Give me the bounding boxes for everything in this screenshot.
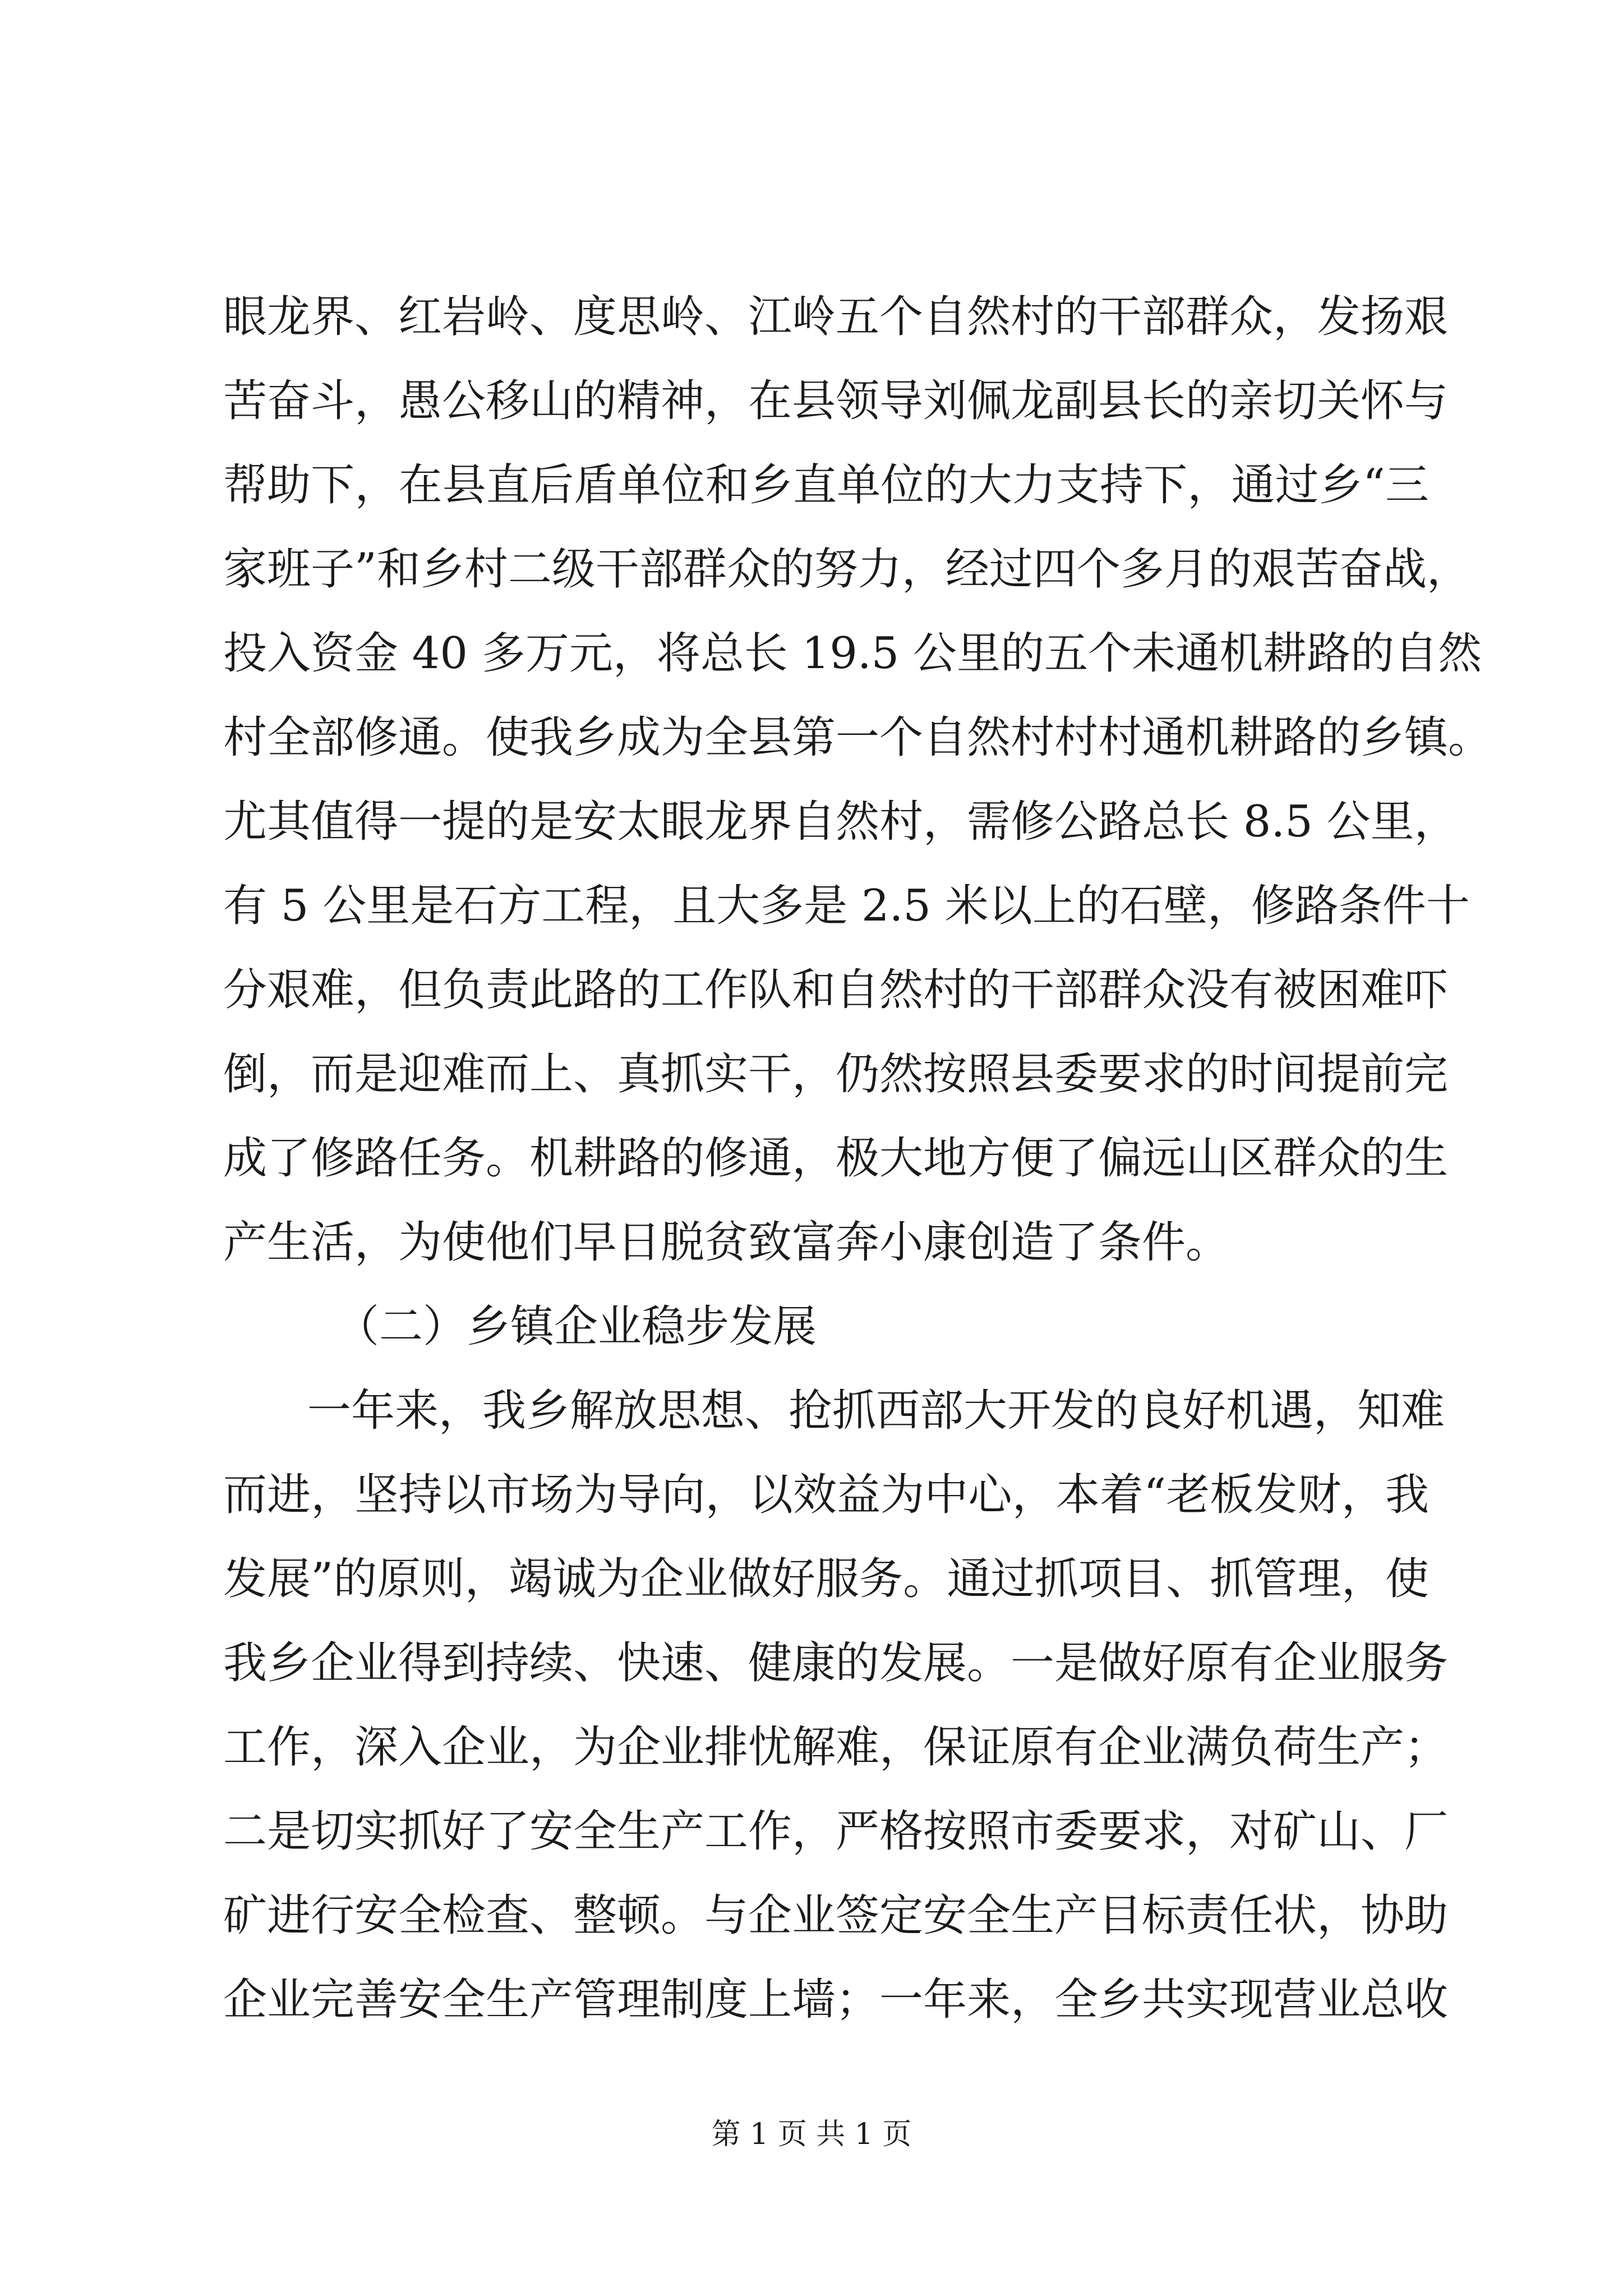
text-line: 而进，坚持以市场为导向，以效益为中心，本着“老板发财，我 <box>223 1470 1429 1520</box>
section-heading: （二）乡镇企业稳步发展 <box>335 1301 817 1352</box>
text-line: 矿进行安全检查、整顿。与企业签定安全生产目标责任状，协助 <box>223 1890 1449 1941</box>
text-line: 分艰难，但负责此路的工作队和自然村的干部群众没有被困难吓 <box>223 965 1449 1015</box>
text-line: 产生活，为使他们早日脱贫致富奔小康创造了条件。 <box>223 1217 1230 1268</box>
text-line: 企业完善安全生产管理制度上墙；一年来，全乡共实现营业总收 <box>223 1975 1449 2025</box>
text-line: 尤其值得一提的是安太眼龙界自然村，需修公路总长 8.5 公里， <box>223 797 1458 847</box>
text-line: 有 5 公里是石方工程，且大多是 2.5 米以上的石壁，修路条件十 <box>223 881 1470 931</box>
text-line: 成了修路任务。机耕路的修通，极大地方便了偏远山区群众的生 <box>223 1133 1449 1184</box>
text-line: 工作，深入企业，为企业排忧解难，保证原有企业满负荷生产； <box>223 1722 1449 1773</box>
text-line: 倒，而是迎难而上、真抓实干，仍然按照县委要求的时间提前完 <box>223 1049 1449 1099</box>
page-footer: 第 1 页 共 1 页 <box>711 2118 912 2151</box>
text-line: 帮助下，在县直后盾单位和乡直单位的大力支持下，通过乡“三 <box>223 460 1429 510</box>
text-line: 二是切实抓好了安全生产工作，严格按照市委要求，对矿山、厂 <box>223 1806 1449 1857</box>
text-line: 投入资金 40 多万元，将总长 19.5 公里的五个未通机耕路的自然 <box>223 628 1482 679</box>
text-line: 村全部修通。使我乡成为全县第一个自然村村村通机耕路的乡镇。 <box>223 712 1492 763</box>
text-line: 家班子”和乡村二级干部群众的努力，经过四个多月的艰苦奋战， <box>223 544 1470 595</box>
text-line: 眼龙界、红岩岭、度思岭、江岭五个自然村的干部群众，发扬艰 <box>223 292 1449 342</box>
text-line: 发展”的原则，竭诚为企业做好服务。通过抓项目、抓管理，使 <box>223 1554 1429 1604</box>
text-line: 一年来，我乡解放思想、抢抓西部大开发的良好机遇，知难 <box>307 1386 1445 1436</box>
text-line: 我乡企业得到持续、快速、健康的发展。一是做好原有企业服务 <box>223 1638 1449 1688</box>
text-line: 苦奋斗，愚公移山的精神，在县领导刘佩龙副县长的亲切关怀与 <box>223 376 1449 426</box>
body-text <box>223 275 1492 2042</box>
